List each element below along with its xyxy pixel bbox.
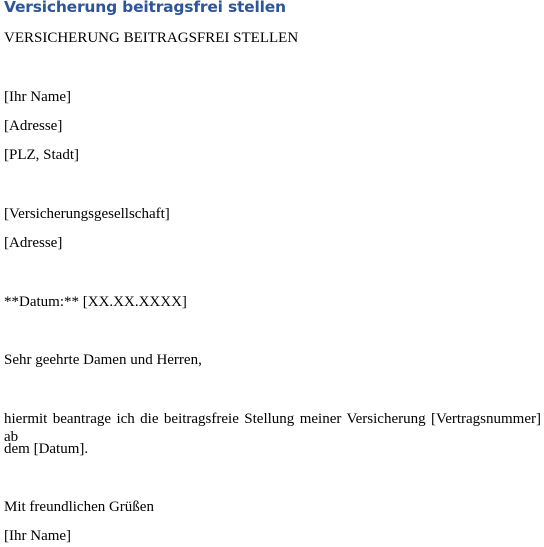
- sender-city: [PLZ, Stadt]: [4, 147, 79, 163]
- signature-name: [Ihr Name]: [4, 528, 72, 544]
- body-line-2: dem [Datum].: [4, 441, 89, 457]
- document-heading: Versicherung beitragsfrei stellen: [4, 0, 286, 16]
- salutation: Sehr geehrte Damen und Herren,: [4, 352, 202, 368]
- recipient-address: [Adresse]: [4, 235, 63, 251]
- recipient-company: [Versicherungsgesellschaft]: [4, 206, 170, 222]
- subject-line: VERSICHERUNG BEITRAGSFREI STELLEN: [4, 30, 299, 46]
- sender-name: [Ihr Name]: [4, 89, 72, 105]
- closing: Mit freundlichen Grüßen: [4, 499, 154, 515]
- body-line-1: hiermit beantrage ich die beitragsfreie Stellung meiner Versicherung [Vertragsnummer] ab: [4, 411, 541, 445]
- sender-address: [Adresse]: [4, 118, 63, 134]
- date-line: **Datum:** [XX.XX.XXXX]: [4, 294, 187, 310]
